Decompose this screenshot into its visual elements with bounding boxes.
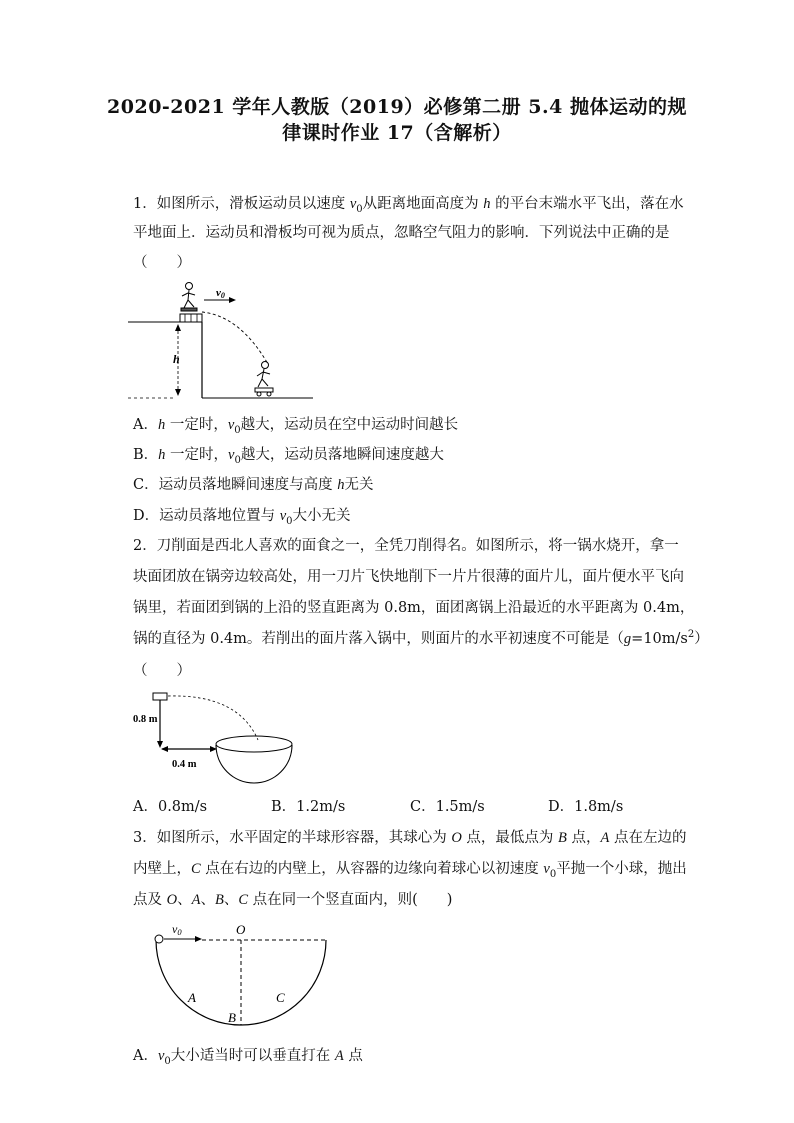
q2-trajectory (168, 696, 258, 740)
title-line-1: 2020-2021 学年人教版（2019）必修第二册 5.4 抛体运动的规 (107, 96, 687, 118)
q2-figure-noodle-pot (128, 686, 308, 776)
q1-option-a[interactable]: A．h 一定时，$v_0$越大，运动员在空中运动时间越长 (133, 417, 459, 436)
q3-figure-hemisphere (150, 918, 340, 1030)
q1-option-d[interactable]: D．运动员落地位置与 $v_0$大小无关 (133, 508, 351, 527)
q2-option-a[interactable]: A．0.8m/s (133, 799, 208, 815)
q3-label-a: A (188, 990, 196, 1005)
q1-figure-skateboarder (128, 278, 328, 403)
q2-option-c[interactable]: C．1.5m/s (410, 799, 485, 815)
q3-ball (155, 935, 163, 943)
q2-stem-line-1: 2．刀削面是西北人喜欢的面食之一，全凭刀削得名。如图所示，将一锅水烧开，拿一 (133, 538, 679, 554)
q3-label-b: B (228, 1010, 236, 1025)
q1-skater-landing (255, 362, 273, 397)
q2-answer-blank: （ ） (133, 663, 191, 679)
q3-option-a[interactable]: A．$v_0$大小适当时可以垂直打在 A 点 (133, 1048, 363, 1067)
q1-trajectory (202, 312, 268, 364)
q3-label-o: O (236, 922, 246, 937)
q1-answer-blank: （ ） (133, 255, 191, 271)
q1-option-b[interactable]: B．h 一定时，$v_0$越大，运动员落地瞬间速度越大 (133, 447, 444, 466)
q1-h-label: h (173, 352, 180, 366)
q3-label-c: C (276, 990, 285, 1005)
q3-stem-line-3: 点及 O、A、B、C 点在同一个竖直面内，则( ) (133, 892, 453, 908)
q3-stem-line-1: 3．如图所示，水平固定的半球形容器，其球心为 O 点，最低点为 B 点，A 点在左边的 (133, 830, 687, 846)
q3-v0-label: v0 (172, 922, 182, 937)
q2-stem-line-2: 块面团放在锅旁边较高处，用一刀片飞快地削下一片片很薄的面片儿，面片便水平飞向 (133, 569, 684, 585)
q1-v0-label: v0 (216, 287, 225, 300)
q2-option-b[interactable]: B．1.2m/s (271, 799, 346, 815)
q2-stem-line-4: 锅的直径为 0.4m。若削出的面片落入锅中，则面片的水平初速度不可能是$(g=10m/s^2)$ (133, 629, 709, 647)
q1-stem-line-2: 平地面上．运动员和滑板均可视为质点，忽略空气阻力的影响．下列说法中正确的是 (133, 225, 670, 241)
q1-stem-line-1: 1．如图所示，滑板运动员以速度 $v_0$从距离地面高度为 h 的平台末端水平飞出，落在水 (133, 196, 684, 215)
q2-option-d[interactable]: D．1.8m/s (548, 799, 624, 815)
q2-dough-block (153, 693, 167, 700)
q2-stem-line-3: 锅里，若面团到锅的上沿的竖直距离为 0.8m，面团离锅上沿最近的水平距离为 0.4m， (133, 600, 695, 616)
title-line-2: 律课时作业 17（含解析） (282, 122, 512, 144)
q3-stem-line-2: 内壁上，C 点在右边的内壁上，从容器的边缘向着球心以初速度 $v_0$平抛一个小球，抛出 (133, 861, 687, 880)
q1-skater-start (181, 283, 197, 312)
q2-pot (216, 745, 292, 783)
q1-option-c[interactable]: C．运动员落地瞬间速度与高度 h无关 (133, 477, 374, 493)
q2-horizontal-label: 0.4 m (172, 759, 197, 770)
q2-pot-rim (216, 736, 292, 752)
q2-vertical-label: 0.8 m (133, 714, 158, 725)
